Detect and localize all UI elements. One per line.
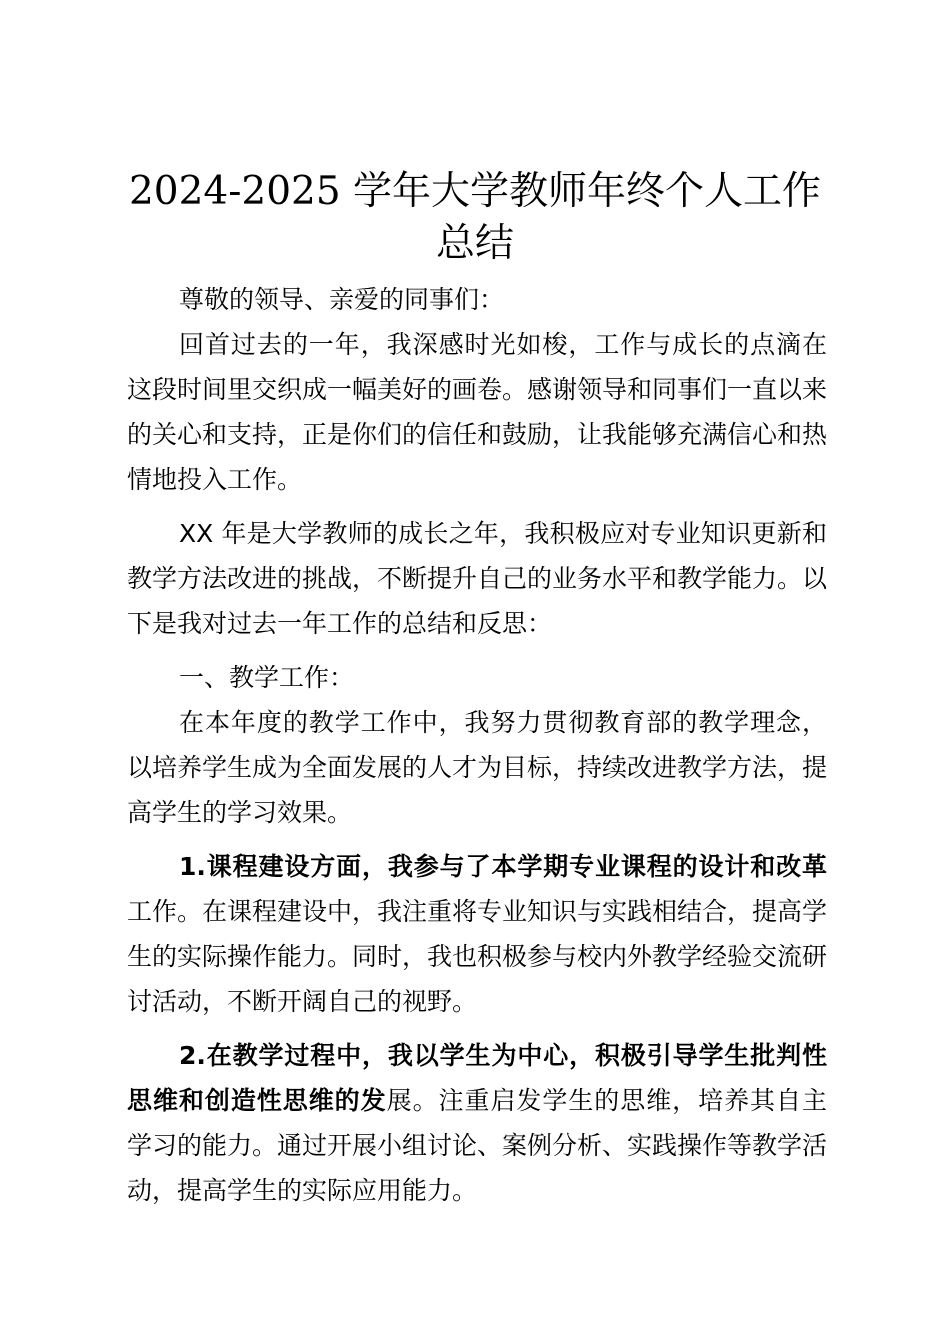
item-2-lead: 2.在教学过程中，我以学生为中心，积极引导学生批判性思维和创造性思维的发 bbox=[127, 1041, 827, 1115]
item-1-paragraph bbox=[127, 844, 827, 1024]
overview-paragraph: XX 年是大学教师的成长之年，我积极应对专业知识更新和教学方法改进的挑战，不断提升自己的业务水平和教学能力。以下是我对过去一年工作的总结和反思： bbox=[127, 519, 828, 638]
item-1-text: 工作。在课程建设中，我注重将专业知识与实践相结合，提高学生的实际操作能力。同时，我也积极参与校内外教学经验交流研讨活动，不断开阔自己的视野。 bbox=[127, 897, 828, 1016]
document-title: 2024-2025 学年大学教师年终个人工作总结 bbox=[128, 169, 822, 266]
greeting: 尊敬的领导、亲爱的同事们： bbox=[179, 285, 505, 314]
document-body bbox=[127, 277, 827, 1222]
teaching-paragraph: 在本年度的教学工作中，我努力贯彻教育部的教学理念，以培养学生成为全面发展的人才为目标，持续改进教学方法，提高学生的学习效果。 bbox=[127, 708, 828, 827]
item-2-paragraph bbox=[127, 1033, 827, 1213]
section-heading-teaching: 一、教学工作： bbox=[179, 663, 355, 692]
intro-paragraph: 回首过去的一年，我深感时光如梭，工作与成长的点滴在这段时间里交织成一幅美好的画卷。感谢领导和同事们一直以来的关心和支持，正是你们的信任和鼓励，让我能够充满信心和热情地投入工作。 bbox=[127, 330, 828, 494]
item-1-lead: 1.课程建设方面，我参与了本学期专业课程的设计和改革 bbox=[179, 852, 827, 881]
item-2-text: 展。注重启发学生的思维，培养其自主学习的能力。通过开展小组讨论、案例分析、实践操作等教学活动，提高学生的实际应用能力。 bbox=[127, 1086, 828, 1205]
